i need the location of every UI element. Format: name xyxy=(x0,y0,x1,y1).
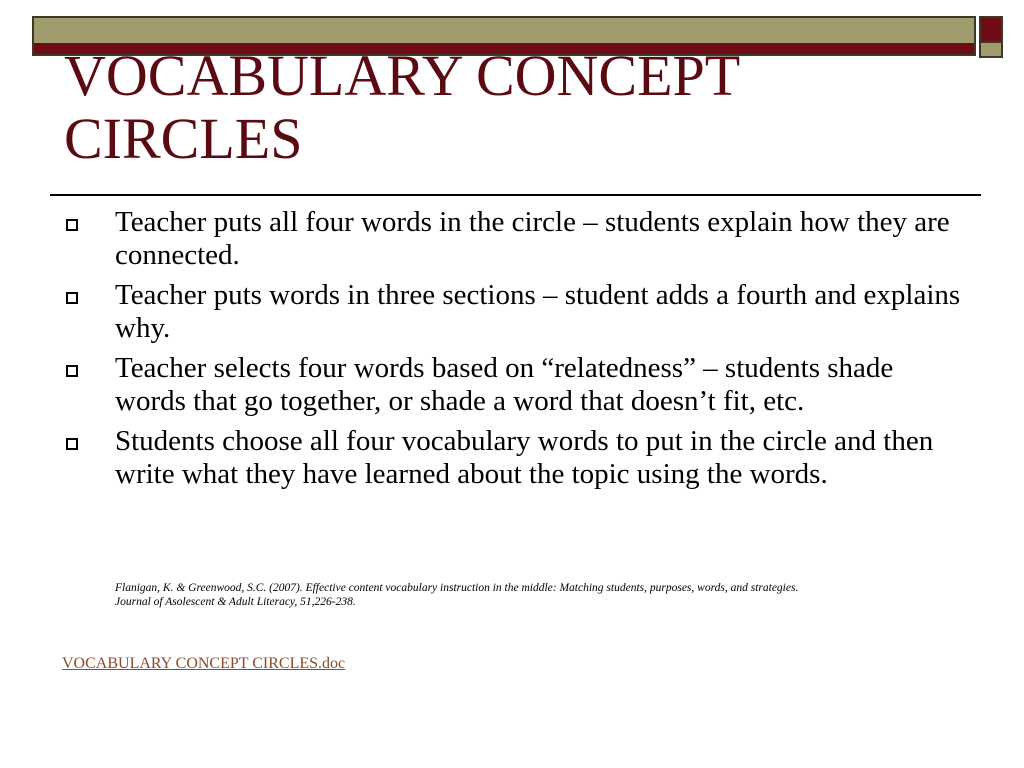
corner-square-olive xyxy=(979,41,1003,58)
title-divider xyxy=(50,194,981,196)
bullet-text: Teacher selects four words based on “relatedness” – students shade words that go together, or shade a word that doesn’t fit, etc. xyxy=(115,352,894,417)
bullet-text: Teacher puts words in three sections – student adds a fourth and explains why. xyxy=(115,279,961,344)
citation-line-2: Journal of Asolescent & Adult Literacy, 51,226-238. xyxy=(115,596,356,608)
bullet-text: Teacher puts all four words in the circle – students explain how they are connected. xyxy=(115,206,950,271)
slide-title: VOCABULARY CONCEPT CIRCLES xyxy=(64,43,741,171)
list-item xyxy=(64,352,964,418)
square-bullet-icon xyxy=(66,292,78,304)
bullet-list xyxy=(64,206,964,498)
list-item xyxy=(64,425,964,491)
square-bullet-icon xyxy=(66,365,78,377)
corner-square-maroon xyxy=(979,16,1003,43)
citation-line-1: Flanigan, K. & Greenwood, S.C. (2007). Effective content vocabulary instruction in the middle: Matching students, purposes, words, and strategies. xyxy=(115,582,799,594)
square-bullet-icon xyxy=(66,219,78,231)
list-item xyxy=(64,279,964,345)
bullet-text: Students choose all four vocabulary words to put in the circle and then write what they have learned about the topic using the words. xyxy=(115,425,934,490)
list-item xyxy=(64,206,964,272)
citation xyxy=(115,581,975,609)
square-bullet-icon xyxy=(66,438,78,450)
document-link[interactable]: VOCABULARY CONCEPT CIRCLES.doc xyxy=(62,655,346,672)
